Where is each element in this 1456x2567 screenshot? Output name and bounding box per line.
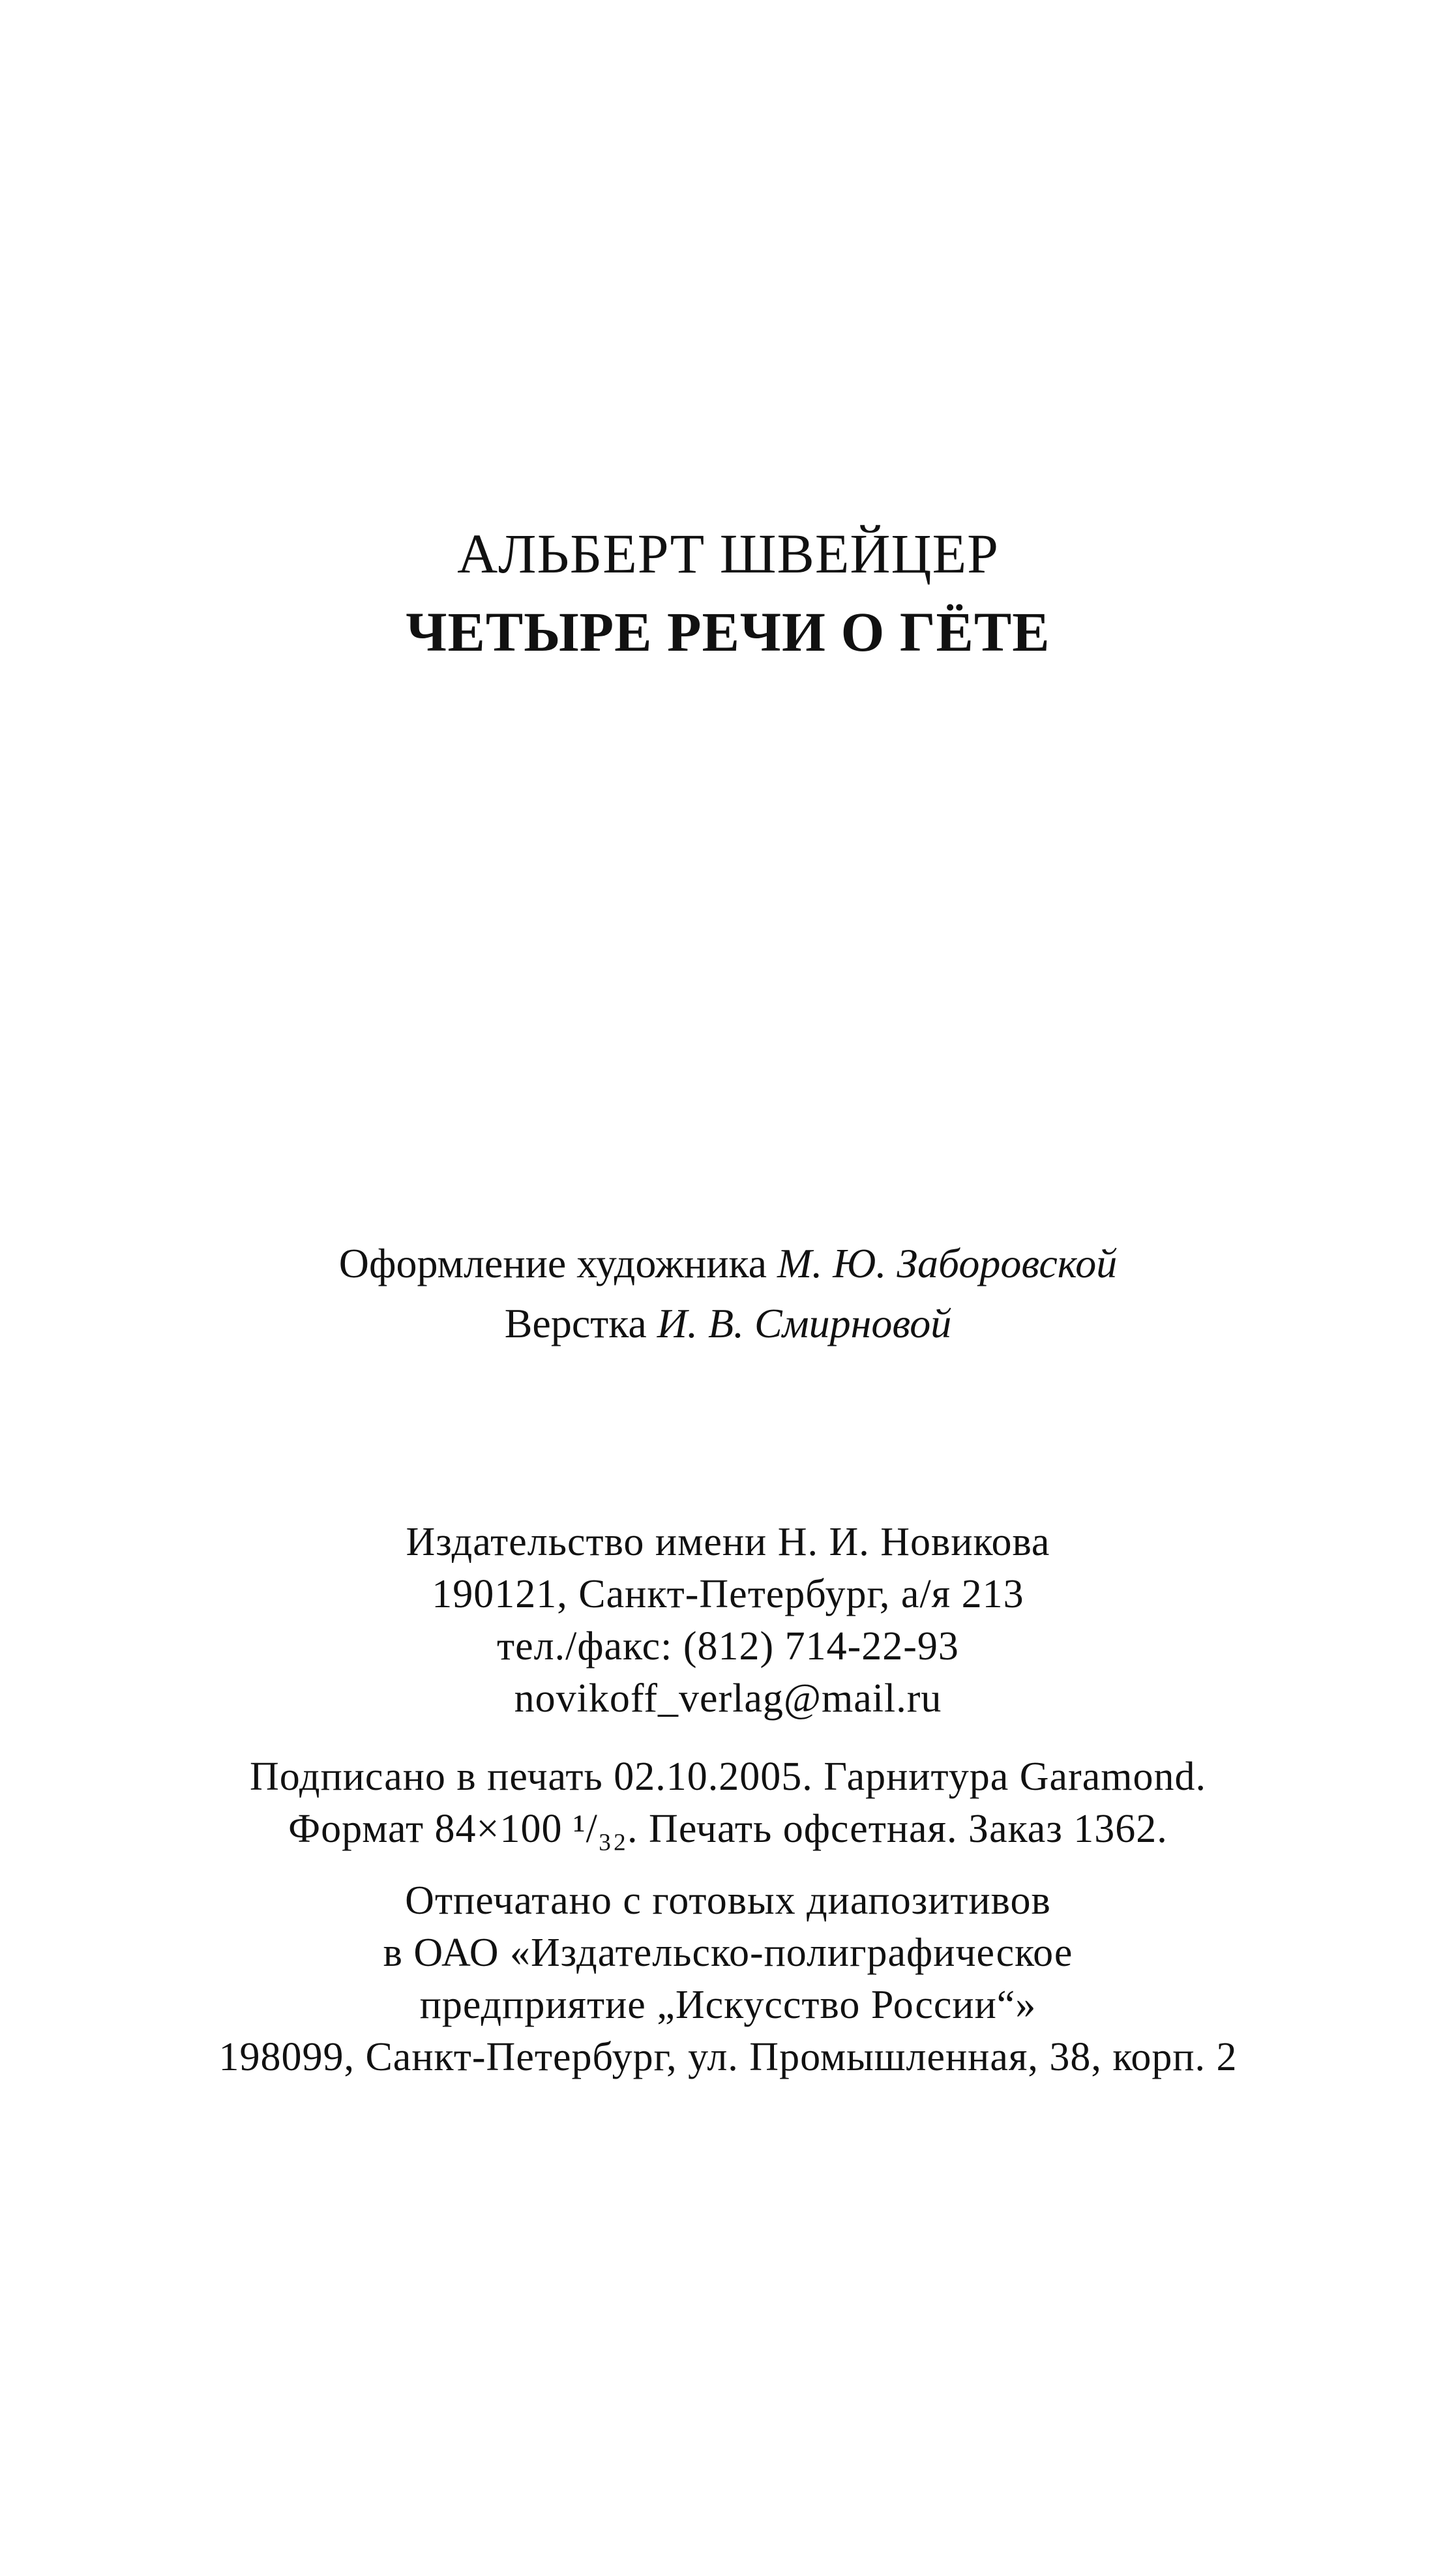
layout-credit-label: Верстка [504, 1300, 647, 1346]
printer-line-3: предприятие „Искусство России“» [419, 1983, 1037, 2027]
publisher-email: novikoff_verlag@mail.ru [514, 1676, 942, 1721]
publisher-name: Издательство имени Н. И. Новикова [406, 1520, 1050, 1564]
printer-line-2: в ОАО «Издательско-полиграфическое [383, 1931, 1073, 1975]
publisher-phone: тел./факс: (812) 714-22-93 [497, 1624, 959, 1669]
printer-address: 198099, Санкт-Петербург, ул. Промышленная, 38, корп. 2 [218, 2035, 1238, 2079]
design-credit [0, 1240, 1456, 1286]
layout-credit-name: И. В. Смирновой [657, 1300, 952, 1346]
printer-line-1: Отпечатано с готовых диапозитивов [405, 1878, 1051, 1923]
book-title: ЧЕТЫРЕ РЕЧИ О ГЁТЕ [406, 601, 1050, 663]
print-signed-info: Подписано в печать 02.10.2005. Гарнитура Garamond. [250, 1755, 1206, 1799]
design-credit-name: М. Ю. Заборовской [777, 1240, 1118, 1286]
design-credit-label: Оформление художника [338, 1240, 767, 1286]
author-title: АЛЬБЕРТ ШВЕЙЦЕР [457, 522, 999, 585]
layout-credit [0, 1300, 1456, 1346]
publisher-address: 190121, Санкт-Петербург, а/я 213 [432, 1572, 1024, 1616]
print-format-info: Формат 84×100 ¹/₃₂. Печать офсетная. Заказ 1362. [288, 1807, 1168, 1851]
